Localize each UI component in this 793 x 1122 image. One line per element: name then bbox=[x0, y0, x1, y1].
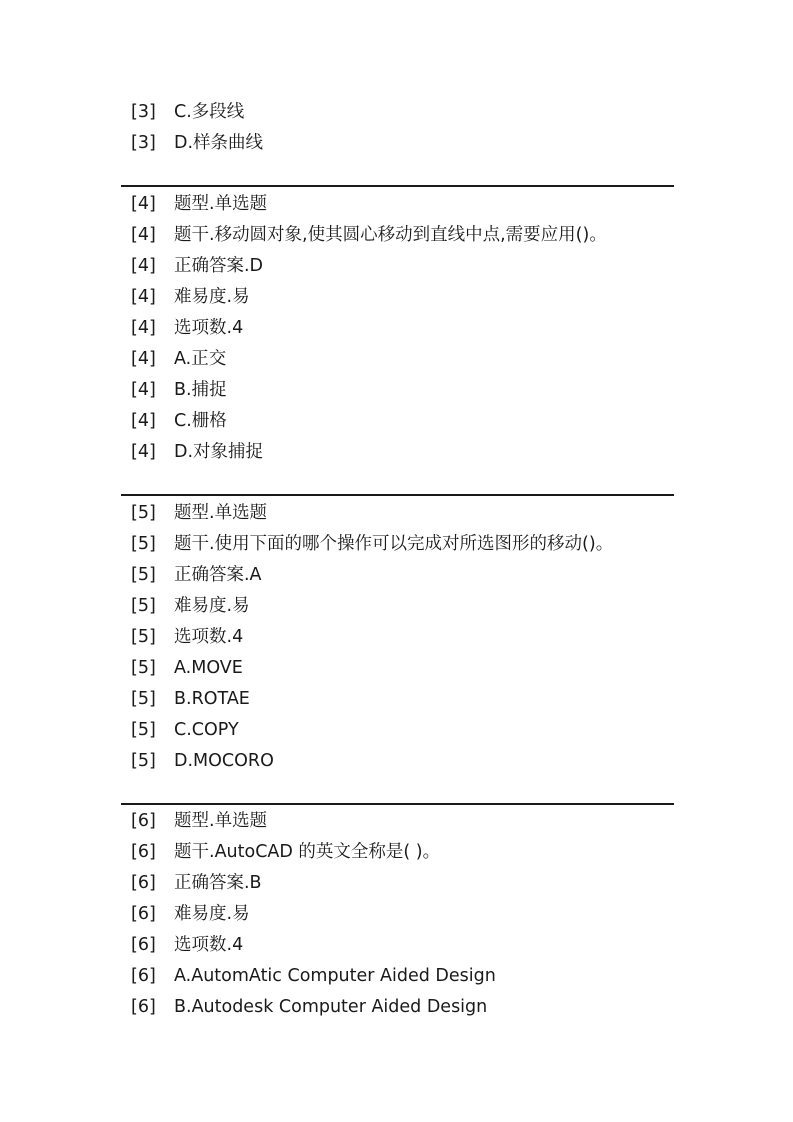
item-number: [6] bbox=[131, 935, 156, 955]
list-item bbox=[121, 282, 674, 313]
item-text: C.多段线 bbox=[174, 102, 245, 122]
item-text: A.MOVE bbox=[174, 658, 243, 678]
list-item bbox=[121, 220, 674, 251]
item-text: D.样条曲线 bbox=[174, 133, 264, 153]
item-number: [4] bbox=[131, 225, 156, 245]
item-number: [4] bbox=[131, 194, 156, 214]
list-item bbox=[121, 560, 674, 591]
item-number: [3] bbox=[131, 102, 156, 122]
list-item bbox=[121, 930, 674, 961]
item-text: C.COPY bbox=[174, 720, 239, 740]
list-item bbox=[121, 498, 674, 529]
item-text: 难易度.易 bbox=[174, 287, 250, 307]
item-number: [6] bbox=[131, 842, 156, 862]
question-3-tail bbox=[121, 97, 674, 159]
list-item bbox=[121, 189, 674, 220]
item-number: [4] bbox=[131, 287, 156, 307]
list-item bbox=[121, 961, 674, 992]
list-item bbox=[121, 128, 674, 159]
item-number: [4] bbox=[131, 349, 156, 369]
item-number: [5] bbox=[131, 658, 156, 678]
item-number: [5] bbox=[131, 596, 156, 616]
item-text: D.MOCORO bbox=[174, 751, 274, 771]
item-text: 选项数.4 bbox=[174, 318, 244, 338]
item-text: B.ROTAE bbox=[174, 689, 250, 709]
list-item bbox=[121, 653, 674, 684]
list-item bbox=[121, 715, 674, 746]
item-text: 难易度.易 bbox=[174, 596, 250, 616]
list-item bbox=[121, 591, 674, 622]
item-text: D.对象捕捉 bbox=[174, 442, 264, 462]
item-number: [6] bbox=[131, 904, 156, 924]
item-text: A.AutomAtic Computer Aided Design bbox=[174, 966, 496, 986]
item-text: 题型.单选题 bbox=[174, 503, 268, 523]
question-6 bbox=[121, 806, 674, 1023]
item-number: [3] bbox=[131, 133, 156, 153]
list-item bbox=[121, 313, 674, 344]
item-text: B.捕捉 bbox=[174, 380, 227, 400]
item-text: C.栅格 bbox=[174, 411, 227, 431]
list-item bbox=[121, 868, 674, 899]
item-number: [5] bbox=[131, 689, 156, 709]
item-text: B.Autodesk Computer Aided Design bbox=[174, 997, 488, 1017]
item-text: 选项数.4 bbox=[174, 627, 244, 647]
item-number: [5] bbox=[131, 565, 156, 585]
list-item bbox=[121, 622, 674, 653]
item-number: [5] bbox=[131, 503, 156, 523]
item-text: 选项数.4 bbox=[174, 935, 244, 955]
section-divider bbox=[121, 185, 674, 187]
item-text: A.正交 bbox=[174, 349, 227, 369]
item-text: 题干.使用下面的哪个操作可以完成对所选图形的移动()。 bbox=[174, 534, 614, 554]
list-item bbox=[121, 837, 674, 868]
item-number: [5] bbox=[131, 720, 156, 740]
item-number: [4] bbox=[131, 380, 156, 400]
item-number: [6] bbox=[131, 966, 156, 986]
list-item bbox=[121, 344, 674, 375]
item-text: 正确答案.D bbox=[174, 256, 264, 276]
list-item bbox=[121, 375, 674, 406]
list-item bbox=[121, 806, 674, 837]
list-item bbox=[121, 746, 674, 777]
item-text: 题干.AutoCAD 的英文全称是( )。 bbox=[174, 842, 441, 862]
section-divider bbox=[121, 494, 674, 496]
item-number: [4] bbox=[131, 411, 156, 431]
section-divider bbox=[121, 803, 674, 805]
item-number: [6] bbox=[131, 873, 156, 893]
list-item bbox=[121, 992, 674, 1023]
item-number: [5] bbox=[131, 627, 156, 647]
list-item bbox=[121, 251, 674, 282]
item-number: [6] bbox=[131, 997, 156, 1017]
list-item bbox=[121, 406, 674, 437]
question-4 bbox=[121, 189, 674, 468]
list-item bbox=[121, 97, 674, 128]
item-number: [5] bbox=[131, 534, 156, 554]
item-text: 题型.单选题 bbox=[174, 194, 268, 214]
item-number: [6] bbox=[131, 811, 156, 831]
list-item bbox=[121, 437, 674, 468]
item-text: 正确答案.A bbox=[174, 565, 262, 585]
list-item bbox=[121, 684, 674, 715]
item-number: [4] bbox=[131, 442, 156, 462]
item-number: [4] bbox=[131, 256, 156, 276]
list-item bbox=[121, 529, 674, 560]
item-number: [4] bbox=[131, 318, 156, 338]
item-text: 正确答案.B bbox=[174, 873, 262, 893]
item-number: [5] bbox=[131, 751, 156, 771]
item-text: 难易度.易 bbox=[174, 904, 250, 924]
item-text: 题型.单选题 bbox=[174, 811, 268, 831]
item-text: 题干.移动圆对象,使其圆心移动到直线中点,需要应用()。 bbox=[174, 225, 607, 245]
list-item bbox=[121, 899, 674, 930]
question-5 bbox=[121, 498, 674, 777]
